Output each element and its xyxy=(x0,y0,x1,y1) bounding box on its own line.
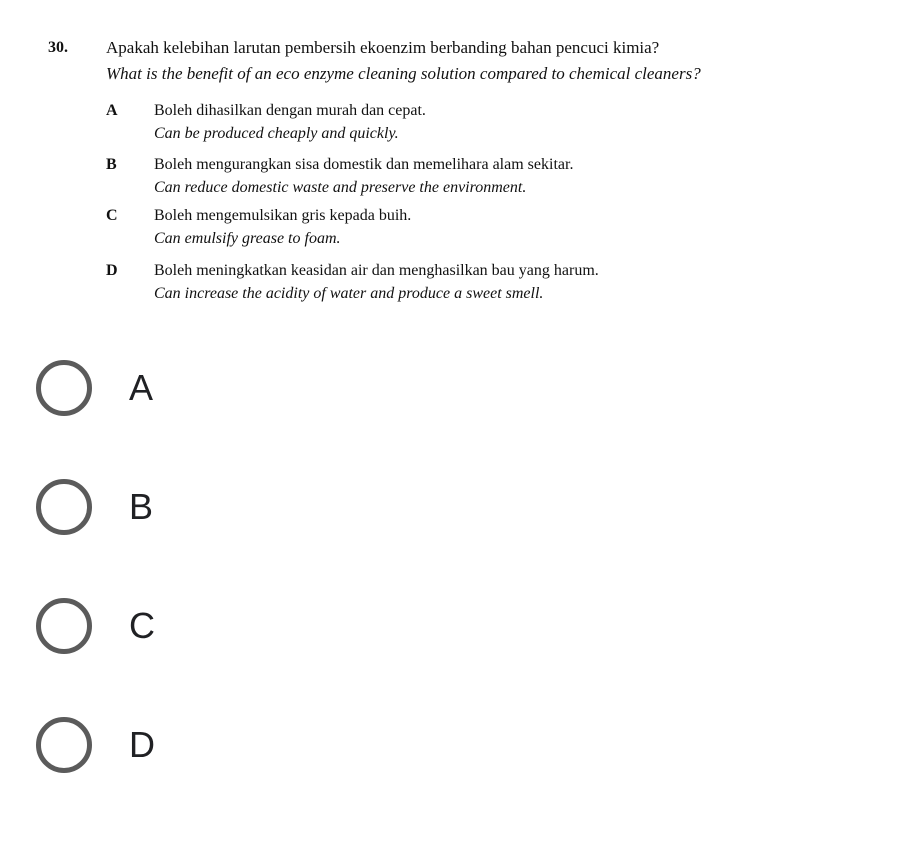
question-text-malay: Apakah kelebihan larutan pembersih ekoenzim berbanding bahan pencuci kimia? xyxy=(106,38,660,57)
choice-c[interactable] xyxy=(34,594,434,664)
option-text-english: Can be produced cheaply and quickly. xyxy=(154,125,399,142)
choice-label-b: B xyxy=(129,486,154,527)
option-letter: A xyxy=(106,102,118,119)
option-letter: B xyxy=(106,156,117,173)
question-number: 30. xyxy=(48,39,68,56)
choice-label-a: A xyxy=(129,367,154,408)
question-option-c xyxy=(106,207,866,253)
option-text-malay: Boleh mengemulsikan gris kepada buih. xyxy=(154,207,412,224)
question-option-d xyxy=(106,262,866,308)
option-text-english: Can emulsify grease to foam. xyxy=(154,230,341,247)
option-text-malay: Boleh meningkatkan keasidan air dan menghasilkan bau yang harum. xyxy=(154,262,599,279)
question-text-english: What is the benefit of an eco enzyme cleaning solution compared to chemical cleaners? xyxy=(106,64,701,83)
option-letter: C xyxy=(106,207,118,224)
choice-d[interactable] xyxy=(34,713,434,783)
radio-button-c[interactable] xyxy=(36,598,92,654)
question-option-b xyxy=(106,156,866,202)
choice-label-c: C xyxy=(129,605,155,646)
question-option-a xyxy=(106,102,866,148)
option-text-malay: Boleh mengurangkan sisa domestik dan memelihara alam sekitar. xyxy=(154,156,574,173)
option-text-english: Can reduce domestic waste and preserve the environment. xyxy=(154,179,527,196)
choice-label-d: D xyxy=(129,724,155,765)
choice-a[interactable] xyxy=(34,356,434,426)
radio-button-b[interactable] xyxy=(36,479,92,535)
option-text-english: Can increase the acidity of water and produce a sweet smell. xyxy=(154,285,544,302)
option-letter: D xyxy=(106,262,118,279)
radio-button-d[interactable] xyxy=(36,717,92,773)
answer-choices xyxy=(0,330,921,830)
choice-b[interactable] xyxy=(34,475,434,545)
radio-button-a[interactable] xyxy=(36,360,92,416)
question-image xyxy=(0,0,921,320)
option-text-malay: Boleh dihasilkan dengan murah dan cepat. xyxy=(154,102,426,119)
